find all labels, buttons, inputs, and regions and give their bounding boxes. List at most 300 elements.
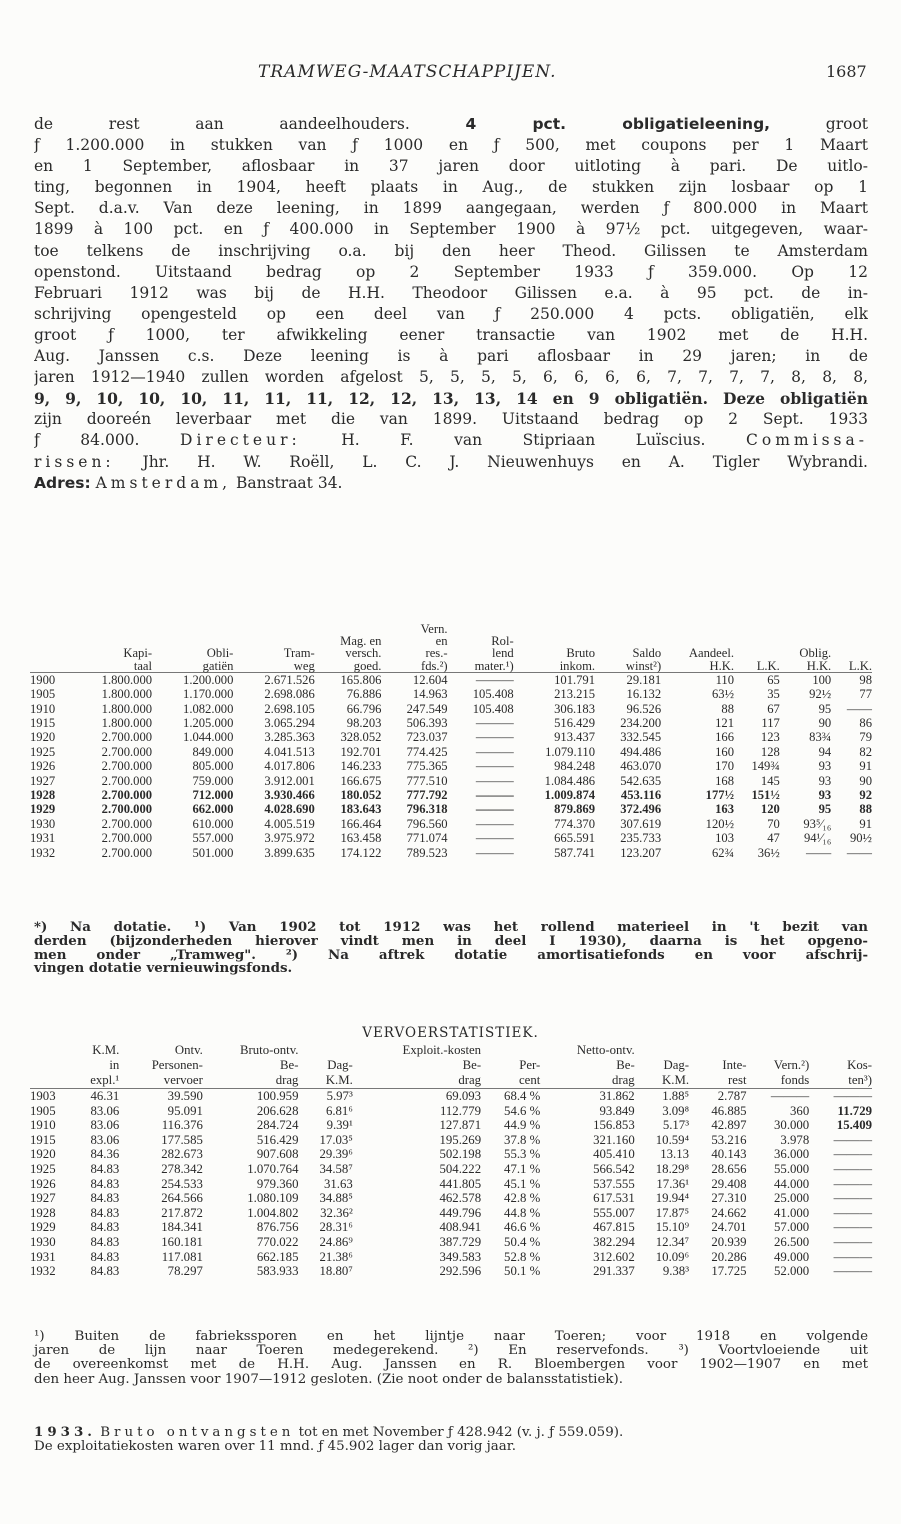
- column-header: en: [435, 634, 448, 649]
- table-cell: 360: [790, 1103, 810, 1118]
- column-header: inkom.: [514, 660, 595, 673]
- column-header: [152, 623, 233, 635]
- table-cell: 662.000: [192, 802, 234, 817]
- table-cell: 76.886: [346, 687, 382, 702]
- table-cell: 128: [760, 744, 780, 759]
- body-line-segment: Commissa-: [746, 431, 868, 450]
- column-header: [30, 660, 71, 673]
- column-header: Be-: [616, 1058, 635, 1072]
- table-cell: 83¾: [809, 730, 832, 745]
- table-cell: 24.662: [711, 1205, 747, 1220]
- table-cell: 494.486: [620, 744, 662, 759]
- table-cell: 291.337: [593, 1264, 635, 1279]
- table-cell: 16.132: [626, 687, 662, 702]
- body-line: [34, 262, 868, 283]
- table-cell: 1.800.000: [101, 701, 153, 716]
- table-cell: 453.116: [620, 788, 662, 803]
- table-cell: 95.091: [167, 1103, 203, 1118]
- table-cell: 504.222: [439, 1161, 482, 1176]
- table-cell: 195.269: [439, 1132, 482, 1147]
- row-year: 1932: [30, 1264, 56, 1279]
- column-header: [780, 623, 831, 635]
- table-cell: 34.88⁵: [319, 1191, 353, 1206]
- running-head: [0, 62, 901, 86]
- body-line: [34, 156, 868, 177]
- column-header: H.K.: [661, 660, 734, 673]
- column-header: Kapi-: [123, 646, 153, 661]
- table-cell: 123.207: [620, 845, 662, 860]
- body-line: [34, 367, 868, 388]
- table-cell: 36.000: [774, 1147, 810, 1162]
- table-cell: 84.36: [90, 1147, 120, 1162]
- column-header: winst²): [595, 660, 661, 673]
- table-cell: 32.36²: [320, 1205, 353, 1220]
- table-cell: 4.028.690: [264, 802, 315, 817]
- table-row: [30, 687, 872, 701]
- table-cell: 116.376: [161, 1118, 203, 1133]
- table-cell: 34.58⁷: [319, 1161, 353, 1176]
- column-header: [734, 635, 780, 647]
- table-cell: 796.318: [406, 802, 448, 817]
- table-row: [30, 1177, 872, 1192]
- table-cell: 3.285.363: [264, 730, 315, 745]
- row-year: 1926: [30, 759, 56, 774]
- table-cell: 67: [767, 701, 780, 716]
- table-cell: 49.000: [774, 1249, 810, 1264]
- column-header: drag: [353, 1073, 481, 1089]
- row-year: 1927: [30, 773, 56, 788]
- table-cell: 264.566: [161, 1191, 203, 1206]
- table-cell: 542.635: [620, 773, 662, 788]
- table-cell: 177½: [705, 788, 735, 803]
- row-year: 1925: [30, 744, 56, 759]
- table-cell: 516.429: [554, 716, 596, 731]
- table-header-row: [30, 1043, 872, 1058]
- row-year: 1915: [30, 716, 56, 731]
- table-cell: 4.017.806: [264, 759, 315, 774]
- table-cell: 27.310: [711, 1191, 747, 1206]
- note-line: *) Na dotatie. ¹) Van 1902 tot 1912 was het rollend materieel in 't bezit van: [34, 919, 868, 935]
- table-cell: 1.044.000: [183, 730, 234, 745]
- column-header: K.M.: [635, 1073, 689, 1089]
- column-header: in: [109, 1058, 120, 1072]
- table-cell: 180.052: [340, 788, 382, 803]
- table-cell: 184.341: [161, 1220, 203, 1235]
- table-cell: ———: [475, 773, 514, 788]
- table-cell: 382.294: [593, 1234, 635, 1249]
- body-line-segment: Adres:: [34, 473, 91, 492]
- table-cell: 94: [818, 744, 832, 759]
- table-cell: 93.849: [599, 1103, 635, 1118]
- table-row: [30, 1118, 872, 1133]
- table-cell: 65: [767, 672, 780, 687]
- table-cell: 84.83: [90, 1220, 120, 1235]
- column-header: Exploit.-kosten: [402, 1043, 482, 1057]
- table-cell: 47: [767, 831, 780, 846]
- column-header: Ontv.: [174, 1043, 203, 1057]
- row-year: 1929: [30, 1220, 56, 1235]
- table-cell: 46.885: [711, 1103, 747, 1118]
- body-line: [34, 388, 868, 409]
- column-header: cent: [481, 1073, 540, 1089]
- column-header: [30, 635, 71, 647]
- table-cell: 28.656: [711, 1161, 747, 1176]
- table-cell: 15.10⁹: [655, 1220, 690, 1235]
- column-header: [689, 1043, 746, 1058]
- table-cell: 876.756: [256, 1220, 299, 1235]
- table-cell: 52.8 %: [504, 1249, 541, 1264]
- body-line-segment: rissen:: [34, 452, 115, 471]
- table-cell: 44.8 %: [504, 1205, 541, 1220]
- table-row: [30, 802, 872, 816]
- table-cell: 3.09⁸: [662, 1103, 690, 1118]
- table-cell: 2.700.000: [101, 730, 153, 745]
- table-cell: 18.80⁷: [319, 1264, 353, 1279]
- table-cell: 100: [812, 672, 832, 687]
- table-cell: ———: [833, 1147, 872, 1162]
- table-row: [30, 1089, 872, 1104]
- table-cell: 555.007: [593, 1205, 635, 1220]
- body-line-segment: Jhr. H. W. Roëll, L. C. J. Nieuwenhuys en A. Tigler Wybrandi.: [114, 452, 868, 471]
- table-cell: 292.596: [439, 1264, 482, 1279]
- column-header: Netto-ontv.: [576, 1043, 635, 1057]
- table-cell: ———: [475, 845, 514, 860]
- table-cell: 234.200: [620, 716, 662, 731]
- table-cell: 17.03⁵: [319, 1132, 353, 1147]
- table-cell: ———: [833, 1176, 872, 1191]
- column-header: [30, 647, 71, 659]
- body-line: [34, 430, 868, 451]
- column-header: Vern.: [420, 622, 448, 636]
- column-header: Bruto: [566, 646, 596, 661]
- table-cell: 2.700.000: [101, 773, 153, 788]
- table-cell: 462.578: [439, 1191, 482, 1206]
- column-header: [734, 647, 780, 659]
- note-line: men onder „Tramweg". ²) Na aftrek dotatie amortisatiefonds en voor afschrij-: [34, 946, 868, 963]
- table-cell: 53.216: [711, 1132, 747, 1147]
- column-header: versch.: [345, 646, 382, 661]
- table-header-row: [30, 635, 872, 647]
- table-cell: 1.080.109: [247, 1191, 299, 1206]
- table-cell: 93: [818, 759, 832, 774]
- table-cell: 907.608: [256, 1147, 299, 1162]
- table-cell: 1.800.000: [101, 716, 153, 731]
- table-row: [30, 716, 872, 730]
- column-header: rest: [689, 1073, 746, 1089]
- body-line-segment: ƒ 84.000.: [34, 431, 181, 450]
- row-year: 1905: [30, 1103, 56, 1118]
- table-cell: 9.38³: [662, 1264, 690, 1279]
- body-line: [34, 304, 868, 325]
- table-cell: 537.555: [593, 1176, 635, 1191]
- table-cell: 21.38⁶: [319, 1249, 353, 1264]
- table-cell: 117: [761, 716, 780, 731]
- table-cell: ———: [833, 1089, 872, 1103]
- closing-subject: Bruto ontvangsten: [100, 1425, 295, 1440]
- table-cell: 849.000: [192, 744, 234, 759]
- column-header: [30, 1043, 72, 1058]
- table-cell: 3.978: [780, 1132, 810, 1147]
- table-cell: 52.000: [774, 1264, 810, 1279]
- column-header: Dag-: [663, 1058, 690, 1072]
- body-line: [34, 346, 868, 367]
- table-cell: 4.041.513: [264, 744, 315, 759]
- table-cell: 5.97³: [326, 1089, 353, 1103]
- row-year: 1929: [30, 802, 56, 817]
- table-cell: 160: [715, 744, 735, 759]
- table-cell: 12.604: [412, 672, 448, 687]
- body-line-segment: 9, 9, 10, 10, 10, 11, 11, 11, 12, 12, 13, 13, 14 en 9 obligatiën. Deze obligatiën: [34, 389, 868, 409]
- body-line-segment: Aug. Janssen c.s. Deze leening is à pari aflosbaar in 29 jaren; in de: [34, 347, 868, 366]
- table-cell: ———: [475, 816, 514, 831]
- table-cell: 47.1 %: [504, 1161, 541, 1176]
- row-year: 1910: [30, 701, 56, 716]
- column-header: [30, 1073, 72, 1089]
- table-cell: 78.297: [167, 1264, 203, 1279]
- table-cell: 217.872: [161, 1205, 203, 1220]
- row-year: 1926: [30, 1176, 56, 1191]
- table-cell: 91: [859, 759, 872, 774]
- column-header: L.K.: [831, 660, 872, 673]
- table-cell: 2.700.000: [101, 788, 153, 803]
- table-cell: 2.787: [717, 1089, 747, 1103]
- table-cell: 156.853: [593, 1118, 635, 1133]
- closing-line-1-text: tot en met November ƒ 428.942 (v. j. ƒ 559.059).: [294, 1425, 624, 1440]
- table-cell: 94¹⁄₁₆: [803, 831, 832, 846]
- body-line: [34, 325, 868, 346]
- table-cell: 95: [818, 701, 832, 716]
- table-row: [30, 1162, 872, 1177]
- table-cell: 84.83: [90, 1176, 120, 1191]
- table-cell: 86: [859, 716, 872, 731]
- table-cell: 1.88⁵: [662, 1089, 690, 1103]
- table-cell: 192.701: [340, 744, 382, 759]
- note-line: jaren de lijn naar Toeren medegerekend. ²) En reservefonds. ³) Voortvloeiende uit: [34, 1343, 868, 1359]
- table-cell: 127.871: [439, 1118, 482, 1133]
- column-header: [71, 623, 152, 635]
- table-cell: 45.1 %: [504, 1176, 541, 1191]
- table-cell: ———: [833, 1205, 872, 1220]
- table-cell: 44.9 %: [504, 1118, 541, 1133]
- table-row: [30, 759, 872, 773]
- table-cell: 15.409: [836, 1118, 872, 1133]
- table-cell: 18.29⁸: [655, 1161, 690, 1176]
- column-header: Saldo: [632, 646, 662, 661]
- table-cell: 24.86⁹: [319, 1234, 353, 1249]
- table-cell: 93: [818, 773, 832, 788]
- table-cell: 82: [859, 744, 872, 759]
- table-cell: 40.143: [711, 1147, 747, 1162]
- table-cell: 46.31: [90, 1089, 120, 1103]
- table-row: [30, 745, 872, 759]
- table-cell: 441.805: [439, 1176, 482, 1191]
- table-cell: 12.34⁷: [655, 1234, 690, 1249]
- table-cell: 88: [859, 802, 872, 817]
- table-cell: 26.500: [774, 1234, 810, 1249]
- table-row: [30, 831, 872, 845]
- column-header: drag: [540, 1073, 634, 1089]
- table-cell: 57.000: [774, 1220, 810, 1235]
- table-header-row: [30, 1073, 872, 1089]
- table-cell: 307.619: [620, 816, 662, 831]
- column-header: [595, 623, 661, 635]
- table-cell: 39.590: [167, 1089, 203, 1103]
- table-cell: ———: [833, 1132, 872, 1147]
- column-header: lend: [491, 646, 514, 661]
- table-cell: 123: [760, 730, 780, 745]
- table-cell: ———: [475, 672, 514, 687]
- financial-table: [30, 623, 872, 860]
- table-cell: 93⁵⁄₁₆: [803, 816, 832, 831]
- table-cell: 463.070: [620, 759, 662, 774]
- table-cell: 501.000: [192, 845, 234, 860]
- table-cell: 84.83: [90, 1161, 120, 1176]
- table-cell: 3.899.635: [264, 845, 315, 860]
- table-cell: 278.342: [161, 1161, 203, 1176]
- body-line: [34, 409, 868, 430]
- traffic-statistics-table: [30, 1043, 872, 1279]
- table-cell: 617.531: [593, 1191, 635, 1206]
- table-cell: 321.160: [593, 1132, 635, 1147]
- table-cell: 1.800.000: [101, 687, 153, 702]
- body-line-segment: H. F. van Stipriaan Luïscius.: [300, 431, 747, 450]
- table-cell: 984.248: [554, 759, 596, 774]
- table-cell: 66.796: [346, 701, 382, 716]
- table-cell: 90½: [849, 831, 872, 846]
- table-header-row: [30, 660, 872, 673]
- table-cell: 1.082.000: [183, 701, 234, 716]
- table-cell: 557.000: [192, 831, 234, 846]
- body-line: [34, 241, 868, 262]
- table-cell: 9.39¹: [326, 1118, 353, 1133]
- table-cell: ———: [833, 1234, 872, 1249]
- table-cell: 408.941: [439, 1220, 482, 1235]
- table-cell: 449.796: [439, 1205, 482, 1220]
- table-row: [30, 1147, 872, 1162]
- table-cell: 712.000: [192, 788, 234, 803]
- running-title: TRAMWEG-MAATSCHAPPIJEN.: [258, 62, 557, 82]
- table-cell: 235.733: [620, 831, 662, 846]
- table-cell: 90: [818, 716, 832, 731]
- table-cell: 3.065.294: [264, 716, 315, 731]
- column-header: Personen-: [151, 1058, 203, 1072]
- table-cell: 163: [715, 802, 735, 817]
- table-cell: 610.000: [192, 816, 234, 831]
- row-year: 1910: [30, 1118, 56, 1133]
- table-cell: 170: [715, 759, 735, 774]
- body-line-segment: schrijving opengesteld op een deel van ƒ 250.000 4 pcts. obligatiën, elk: [34, 304, 868, 323]
- table-row: [30, 817, 872, 831]
- column-header: [481, 1043, 540, 1058]
- column-header: [734, 623, 780, 635]
- table-cell: 46.6 %: [504, 1220, 541, 1235]
- table-cell: 177.585: [161, 1132, 203, 1147]
- table-cell: 83.06: [90, 1103, 120, 1118]
- column-header: [30, 1058, 72, 1073]
- column-header: [30, 623, 71, 635]
- table-cell: 405.410: [593, 1147, 635, 1162]
- table-cell: 50.4 %: [504, 1234, 541, 1249]
- traffic-statistics-notes: [34, 1330, 868, 1387]
- table-cell: 69.093: [445, 1089, 482, 1103]
- table-cell: 1.004.802: [247, 1205, 299, 1220]
- table-cell: 84.83: [90, 1264, 120, 1279]
- table-cell: 84.83: [90, 1205, 120, 1220]
- row-year: 1931: [30, 831, 56, 846]
- table-cell: 1.200.000: [183, 672, 234, 687]
- table-cell: 112.779: [439, 1103, 482, 1118]
- table-cell: 583.933: [256, 1264, 299, 1279]
- table-cell: 92½: [809, 687, 832, 702]
- traffic-statistics-title: VERVOERSTATISTIEK.: [362, 1025, 539, 1041]
- table-cell: 566.542: [593, 1161, 635, 1176]
- column-header: [831, 647, 872, 659]
- note-line: de overeenkomst met de H.H. Aug. Janssen en R. Bloembergen voor 1902—1907 en met: [34, 1357, 868, 1373]
- closing-line-1: [34, 1425, 868, 1440]
- table-cell: 771.074: [406, 831, 448, 846]
- table-cell: ———: [475, 744, 514, 759]
- table-row: [30, 1264, 872, 1279]
- body-line: [34, 198, 868, 219]
- table-cell: 3.975.972: [264, 831, 315, 846]
- table-cell: 120½: [705, 816, 735, 831]
- note-line: derden (bijzonderheden hierover vindt men in deel I 1930), daarna is het opgeno-: [34, 932, 868, 949]
- table-row: [30, 774, 872, 788]
- table-cell: 105.408: [472, 701, 514, 716]
- table-cell: 770.022: [256, 1234, 299, 1249]
- row-year: 1905: [30, 687, 56, 702]
- table-cell: 146.233: [340, 759, 382, 774]
- column-header: taal: [71, 660, 152, 673]
- row-year: 1928: [30, 788, 56, 803]
- column-header: ten³): [809, 1073, 872, 1089]
- table-cell: 31.862: [599, 1089, 635, 1103]
- column-header: [831, 623, 872, 635]
- table-cell: ——: [806, 845, 832, 860]
- table-cell: 467.815: [593, 1220, 635, 1235]
- table-cell: 41.000: [774, 1205, 810, 1220]
- column-header: goed.: [315, 660, 382, 673]
- table-cell: 20.286: [711, 1249, 747, 1264]
- table-cell: 120: [760, 802, 780, 817]
- column-header: Inte-: [722, 1058, 747, 1072]
- column-header: Kos-: [847, 1058, 872, 1072]
- column-header: [747, 1043, 810, 1058]
- table-row: [30, 846, 872, 860]
- column-header: L.K.: [734, 660, 780, 673]
- table-cell: ———: [833, 1249, 872, 1264]
- table-cell: 55.000: [774, 1161, 810, 1176]
- table-cell: 2.700.000: [101, 816, 153, 831]
- table-header-row: [30, 647, 872, 659]
- table-row: [30, 1220, 872, 1235]
- column-header: gatiën: [152, 660, 233, 673]
- table-cell: 84.83: [90, 1234, 120, 1249]
- table-cell: ———: [475, 831, 514, 846]
- column-header: H.K.: [780, 660, 831, 673]
- table-cell: ———: [770, 1089, 810, 1103]
- column-header: Dag-: [327, 1058, 353, 1072]
- table-row: [30, 1235, 872, 1250]
- column-header: [809, 1043, 872, 1058]
- body-line: [34, 114, 868, 135]
- table-cell: 979.360: [256, 1176, 299, 1191]
- table-cell: 1.205.000: [183, 716, 234, 731]
- table-cell: 160.181: [161, 1234, 203, 1249]
- table-cell: 20.939: [711, 1234, 747, 1249]
- table-cell: 2.700.000: [101, 744, 153, 759]
- table-cell: 62¾: [711, 845, 735, 860]
